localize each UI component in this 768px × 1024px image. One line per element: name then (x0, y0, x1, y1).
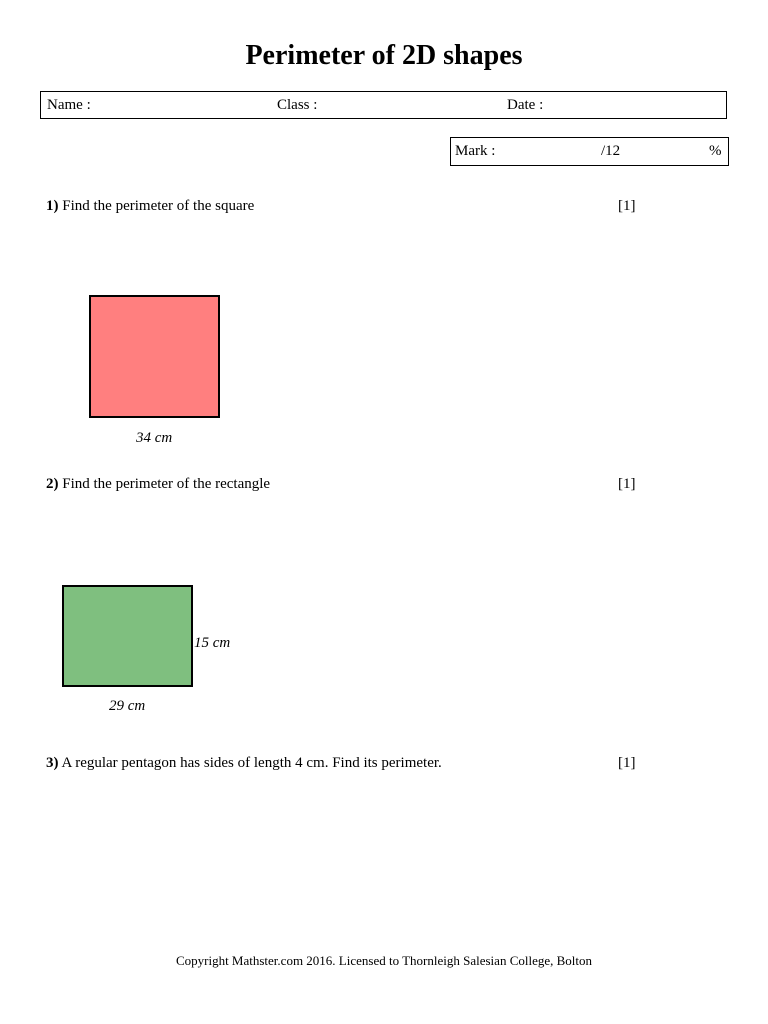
question-3-marks: [1] (618, 755, 636, 771)
name-label: Name : (47, 97, 91, 113)
copyright-footer: Copyright Mathster.com 2016. Licensed to Thornleigh Salesian College, Bolton (175, 953, 593, 968)
worksheet-title: Perimeter of 2D shapes (245, 40, 523, 71)
student-info-box (40, 91, 727, 119)
mark-box (450, 137, 729, 166)
question-3 (46, 755, 442, 772)
question-2-marks: [1] (618, 476, 636, 492)
question-1 (46, 198, 254, 215)
rectangle-shape (62, 585, 193, 687)
question-3-number: 3) (46, 755, 59, 771)
square-side-label: 34 cm (136, 430, 173, 446)
question-1-number: 1) (46, 198, 59, 214)
question-2-number: 2) (46, 476, 59, 492)
mark-percent: % (709, 143, 722, 159)
question-1-marks: [1] (618, 198, 636, 214)
question-2-text: Find the perimeter of the rectangle (62, 476, 271, 492)
question-2 (46, 476, 270, 493)
square-shape (89, 295, 220, 418)
date-label: Date : (507, 97, 544, 113)
rectangle-height-label: 15 cm (194, 635, 231, 651)
mark-total: /12 (601, 143, 621, 159)
mark-label: Mark : (455, 143, 496, 159)
question-1-text: Find the perimeter of the square (62, 198, 255, 214)
question-3-text: A regular pentagon has sides of length 4 cm. Find its perimeter. (61, 755, 442, 771)
class-label: Class : (277, 97, 318, 113)
rectangle-width-label: 29 cm (109, 698, 146, 714)
